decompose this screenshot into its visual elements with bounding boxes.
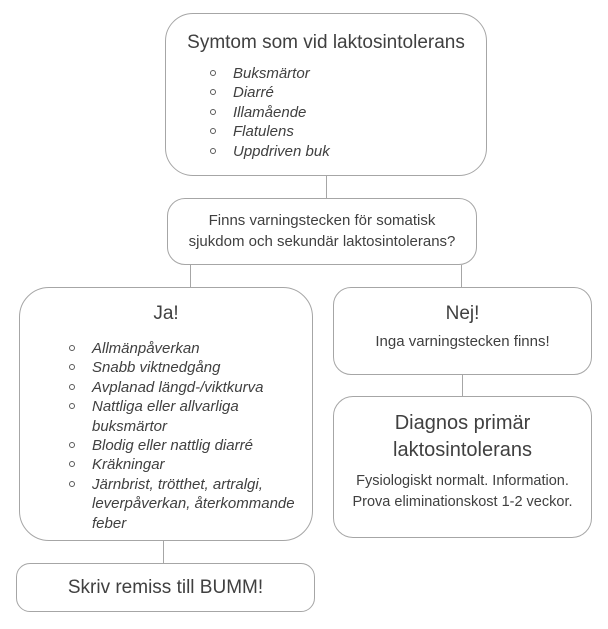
circle-bullet-icon — [210, 128, 216, 134]
circle-bullet-icon — [69, 481, 75, 487]
circle-bullet-icon — [69, 364, 75, 370]
symptoms-list — [166, 64, 486, 161]
yes-node — [19, 287, 313, 541]
circle-bullet-icon — [69, 345, 75, 351]
question-text-line: Finns varningstecken för somatisk — [208, 212, 436, 229]
list-item — [210, 122, 474, 141]
circle-bullet-icon — [210, 109, 216, 115]
list-item — [210, 83, 474, 102]
list-item-label: Blodig eller nattlig diarré — [92, 437, 253, 455]
diagnosis-body-line: Fysiologiskt normalt. Information. — [356, 473, 569, 489]
list-item-label: Avplanad längd-/viktkurva — [92, 378, 264, 396]
list-item — [69, 378, 300, 397]
symptoms-node — [165, 13, 487, 176]
symptoms-title: Symtom som vid laktosintolerans — [187, 32, 465, 53]
diagnosis-title-line: laktosintolerans — [393, 438, 532, 461]
circle-bullet-icon — [69, 403, 75, 409]
connector-no-to-diagnosis — [462, 375, 463, 396]
diagnosis-body — [334, 471, 591, 513]
list-item-label: Diarré — [233, 84, 274, 102]
list-item — [210, 103, 474, 122]
list-item — [69, 455, 300, 474]
list-item-label: Illamående — [233, 103, 307, 121]
no-subtitle: Inga varningstecken finns! — [375, 333, 550, 350]
diagnosis-node — [333, 396, 592, 538]
circle-bullet-icon — [210, 70, 216, 76]
list-item-label: Kräkningar — [92, 456, 165, 474]
referral-title: Skriv remiss till BUMM! — [67, 576, 264, 598]
circle-bullet-icon — [69, 442, 75, 448]
diagnosis-title-line: Diagnos primär — [394, 412, 531, 434]
no-title: Nej! — [445, 303, 480, 324]
connector-question-to-no — [461, 265, 462, 287]
list-item — [69, 397, 300, 436]
list-item-label: Flatulens — [233, 123, 294, 141]
yes-title: Ja! — [153, 303, 179, 324]
circle-bullet-icon — [210, 89, 216, 95]
list-item-label: Uppdriven buk — [233, 142, 330, 160]
circle-bullet-icon — [69, 461, 75, 467]
list-item-label: Järnbrist, trötthet, artralgi, leverpåverkan, återkommande feber — [92, 475, 295, 532]
list-item — [69, 358, 300, 377]
circle-bullet-icon — [69, 384, 75, 390]
warning-signs-list — [20, 339, 312, 533]
list-item-label: Allmänpåverkan — [92, 340, 200, 357]
list-item — [69, 436, 300, 455]
diagnosis-body-line: Prova eliminationskost 1-2 veckor. — [352, 494, 573, 510]
no-node — [333, 287, 592, 375]
connector-question-to-yes — [190, 265, 191, 287]
list-item-label: Buksmärtor — [233, 65, 310, 82]
connector-symptoms-to-question — [326, 176, 327, 198]
circle-bullet-icon — [210, 148, 216, 154]
connector-yes-to-referral — [163, 541, 164, 563]
list-item-label: Snabb viktnedgång — [92, 359, 221, 377]
question-text-line: sjukdom och sekundär laktosintolerans? — [188, 232, 456, 250]
list-item — [210, 142, 474, 161]
list-item — [69, 475, 300, 533]
list-item — [69, 339, 300, 358]
list-item — [210, 64, 474, 83]
question-node — [167, 198, 477, 265]
list-item-label: Nattliga eller allvarliga buksmärtor — [92, 398, 239, 435]
referral-node — [16, 563, 315, 612]
